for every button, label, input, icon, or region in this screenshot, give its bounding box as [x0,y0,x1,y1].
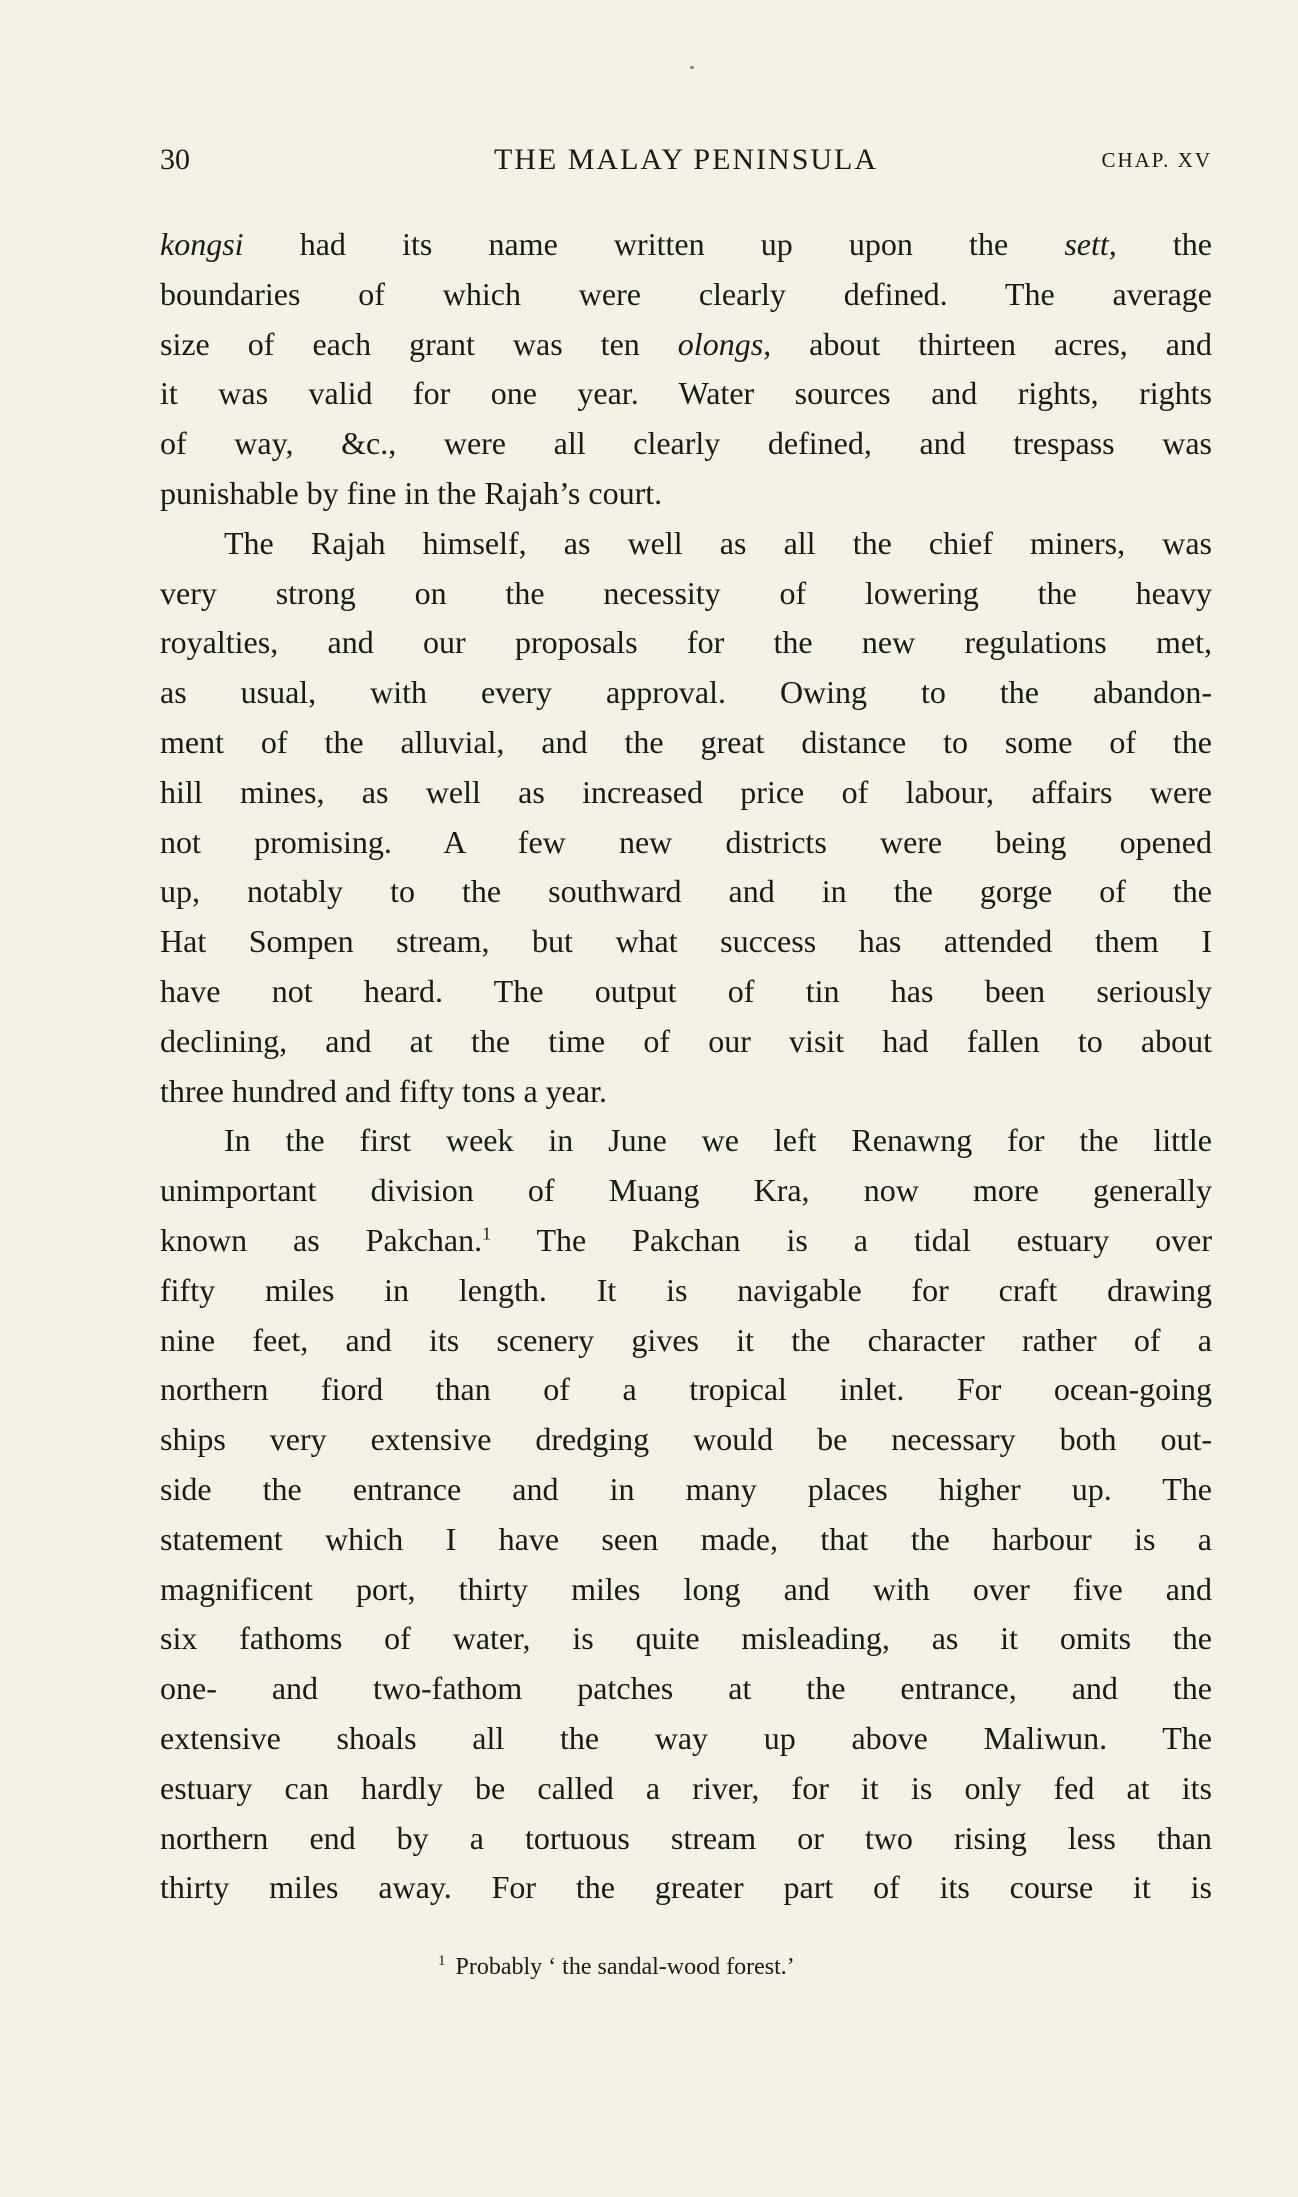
text-line: declining, and at the time of our visit had fallen to about [160,1022,1212,1059]
page-number: 30 [160,143,190,176]
text-line: boundaries of which were clearly defined. The average [160,275,1212,312]
text-line: punishable by fine in the Rajah’s court. [160,474,663,511]
footnote-reference[interactable]: 1 [482,1223,492,1244]
text-line: estuary can hardly be called a river, for it is only fed at its [160,1769,1212,1806]
text-line: known as Pakchan.$^1$ The Pakchan is a tidal estuary over [160,1221,1212,1258]
text-line: northern fiord than of a tropical inlet. For ocean-going [160,1371,1212,1408]
text-line: as usual, with every approval. Owing to the abandon- [160,674,1212,711]
text-line: hill mines, as well as increased price of labour, affairs were [160,773,1212,810]
text-line: extensive shoals all the way up above Maliwun. The [160,1719,1212,1756]
text-line: have not heard. The output of tin has been seriously [160,972,1212,1009]
footnote-mark: 1 [438,1953,446,1969]
text-line: royalties, and our proposals for the new regulations met, [160,624,1212,661]
footnote [438,1945,795,1983]
text-line: kongsi had its name written up upon the sett, the [160,226,1212,262]
running-title: THE MALAY PENINSULA [493,143,879,176]
paragraph [160,1116,1212,1913]
text-line: The Rajah himself, as well as all the chief miners, was [224,524,1212,561]
paragraph [160,519,1212,1117]
text-line: ment of the alluvial, and the great distance to some of the [160,723,1212,760]
footnote-text: Probably ‘ the sandal-wood forest.’ [455,1954,795,1980]
text-line: magnificent port, thirty miles long and with over five and [160,1570,1212,1607]
text-line: side the entrance and in many places higher up. The [160,1470,1212,1507]
text-line: it was valid for one year. Water sources and rights, rights [160,375,1212,412]
chapter-label: CHAP. XV [1101,148,1212,172]
text-line: size of each grant was ten olongs, about thirteen acres, and [160,325,1212,362]
text-line: Hat Sompen stream, but what success has attended them I [160,923,1212,960]
body-text [160,220,1212,1913]
text-line: northern end by a tortuous stream or two rising less than [160,1819,1212,1856]
text-line: ships very extensive dredging would be necessary both out- [160,1421,1212,1458]
text-line: six fathoms of water, is quite misleading, as it omits the [160,1620,1212,1657]
paper-speck [690,66,694,69]
text-line: of way, &c., were all clearly defined, and trespass was [160,425,1212,462]
running-head [160,140,1212,180]
paragraph [160,220,1212,519]
text-line: nine feet, and its scenery gives it the character rather of a [160,1321,1212,1358]
text-line: three hundred and fifty tons a year. [160,1072,607,1109]
text-line: fifty miles in length. It is navigable for craft drawing [160,1271,1212,1308]
text-line: In the first week in June we left Renawng for the little [224,1122,1212,1159]
text-line: not promising. A few new districts were being opened [160,823,1212,860]
text-line: thirty miles away. For the greater part of its course it is [160,1869,1212,1906]
text-line: unimportant division of Muang Kra, now more generally [160,1172,1212,1209]
text-line: very strong on the necessity of lowering the heavy [160,574,1212,611]
text-line: one- and two-fathom patches at the entrance, and the [160,1670,1212,1707]
text-line: up, notably to the southward and in the gorge of the [160,873,1212,910]
text-line: statement which I have seen made, that the harbour is a [160,1520,1212,1557]
